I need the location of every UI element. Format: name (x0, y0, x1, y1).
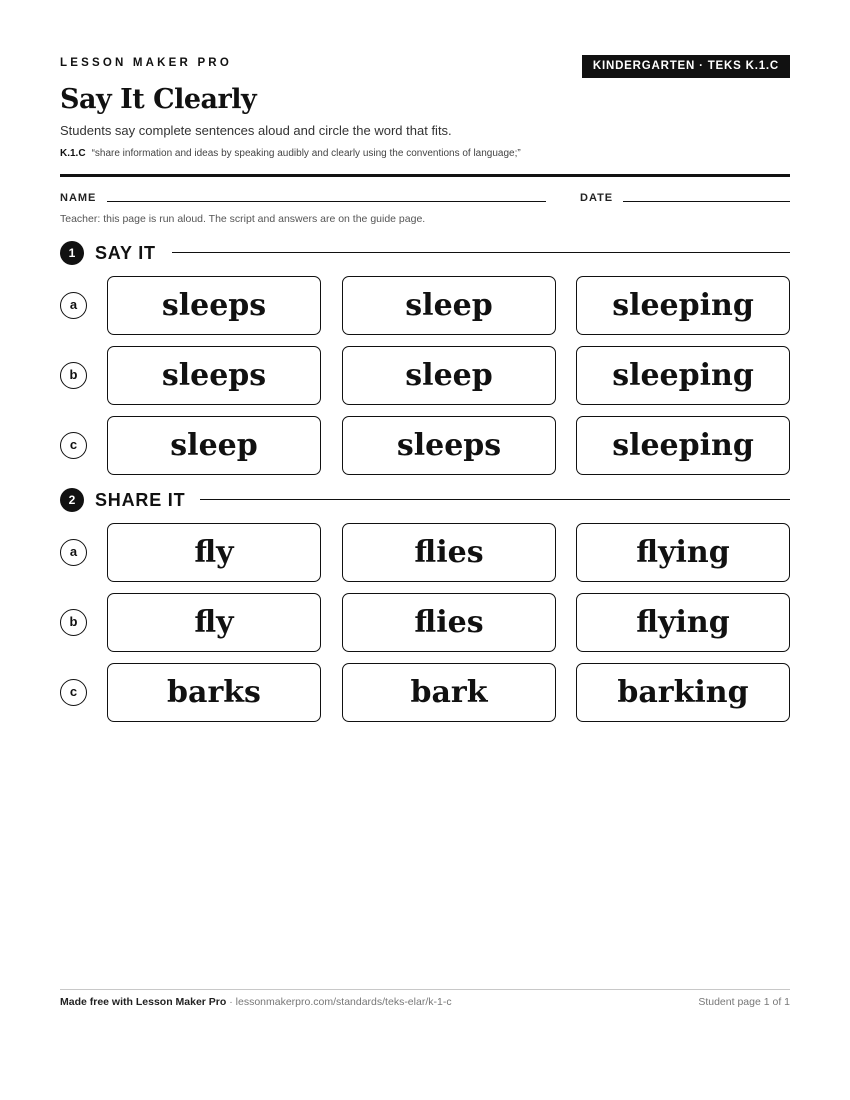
name-line[interactable] (107, 201, 546, 202)
name-label: NAME (60, 192, 97, 204)
choice-row (60, 416, 790, 475)
word-choice-card[interactable]: flying (576, 593, 790, 652)
word-choice-card[interactable]: sleeps (107, 346, 321, 405)
word-choice-card[interactable]: flies (342, 593, 556, 652)
section-title: SHARE IT (95, 490, 195, 511)
worksheet-title: Say It Clearly (60, 84, 257, 115)
word-choice-card[interactable]: sleep (342, 346, 556, 405)
header-divider (60, 174, 790, 177)
word-choice-card[interactable]: sleeps (342, 416, 556, 475)
word-choice-card[interactable]: sleep (107, 416, 321, 475)
word-choice-card[interactable]: barks (107, 663, 321, 722)
word-choice-card[interactable]: sleeping (576, 416, 790, 475)
section-number: 1 (60, 241, 84, 265)
choice-row (60, 663, 790, 722)
choice-row (60, 523, 790, 582)
row-letter: b (60, 609, 87, 636)
footer-separator: · (226, 996, 236, 1008)
choice-row (60, 346, 790, 405)
row-letter: b (60, 362, 87, 389)
word-choice-card[interactable]: flying (576, 523, 790, 582)
standard-text: “share information and ideas by speaking audibly and clearly using the conventions of language;” (91, 148, 521, 159)
brand-name: LESSON MAKER PRO (60, 57, 232, 69)
word-choice-card[interactable]: sleeping (576, 346, 790, 405)
choice-row (60, 593, 790, 652)
choice-row (60, 276, 790, 335)
section-share-it (60, 488, 790, 512)
word-choice-card[interactable]: sleeps (107, 276, 321, 335)
word-choice-card[interactable]: barking (576, 663, 790, 722)
word-choice-card[interactable]: sleeping (576, 276, 790, 335)
section-say-it (60, 241, 790, 265)
section-number: 2 (60, 488, 84, 512)
footer-made-with: Made free with Lesson Maker Pro (60, 996, 227, 1008)
footer-url[interactable]: lessonmakerpro.com/standards/teks-elar/k-1-c (235, 996, 452, 1008)
row-letter: c (60, 432, 87, 459)
section-title: SAY IT (95, 243, 166, 264)
footer-credit (60, 996, 452, 1008)
row-letter: a (60, 539, 87, 566)
footer-divider (60, 989, 790, 990)
row-letter: c (60, 679, 87, 706)
word-choice-card[interactable]: fly (107, 593, 321, 652)
footer-page-number: Student page 1 of 1 (698, 996, 790, 1008)
standard-code: K.1.C (60, 148, 86, 159)
word-choice-card[interactable]: flies (342, 523, 556, 582)
word-choice-card[interactable]: bark (342, 663, 556, 722)
row-letter: a (60, 292, 87, 319)
worksheet-subtitle: Students say complete sentences aloud and circle the word that fits. (60, 123, 452, 138)
word-choice-card[interactable]: fly (107, 523, 321, 582)
section-rule (172, 252, 790, 253)
date-line[interactable] (623, 201, 790, 202)
teacher-note: Teacher: this page is run aloud. The script and answers are on the guide page. (60, 213, 426, 225)
grade-standard-badge: KINDERGARTEN · TEKS K.1.C (582, 55, 790, 78)
standard-reference (60, 148, 521, 159)
word-choice-card[interactable]: sleep (342, 276, 556, 335)
section-rule (200, 499, 790, 500)
date-label: DATE (580, 192, 614, 204)
